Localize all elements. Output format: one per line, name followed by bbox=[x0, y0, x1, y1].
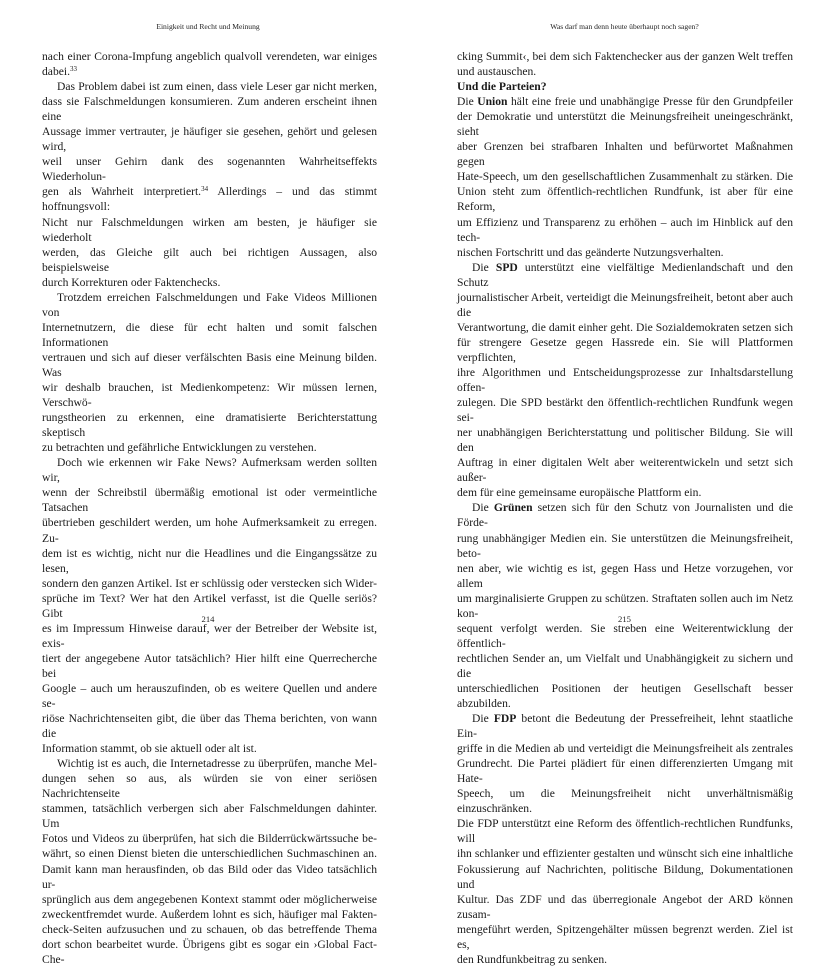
text-line: zu betrachten und gefährliche Entwicklungen zu verstehen. bbox=[42, 441, 317, 455]
text-line: sequent verfolgt werden. Sie streben eine Weiterentwicklung der öffentlich- bbox=[457, 621, 793, 650]
text-line: stammen, tatsächlich verbergen sich aber Falschmeldungen dahinter. Um bbox=[42, 802, 377, 831]
text-segment: Die bbox=[472, 501, 494, 515]
text-line bbox=[457, 500, 793, 530]
text-line: tiert der angegebene Autor tatsächlich? Hier hilft eine Querrecherche bei bbox=[42, 651, 377, 680]
text-line: griffe in die Medien ab und verteidigt die Meinungsfreiheit als zentrales bbox=[457, 742, 793, 756]
text-line bbox=[42, 124, 377, 154]
text-line: mengeführt werden, Spitzengehälter müssen begrenzt werden. Ziel ist es, bbox=[457, 922, 793, 951]
text-line: dort schon bearbeitet wurde. Übrigens gibt es sogar ein ›Global Fact-Che- bbox=[42, 937, 377, 966]
party-paragraph bbox=[457, 94, 793, 260]
text-line: sprünglich aus dem angegebenen Kontext stammt oder möglicherweise bbox=[42, 892, 377, 906]
text-line: Nicht nur Falschmeldungen wirken am besten, je häufiger sie wiederholt bbox=[42, 215, 377, 244]
text-line: währt, so einen Dienst bieten die unterschiedlichen Suchmaschinen an. bbox=[42, 847, 377, 861]
text-segment: Die bbox=[472, 712, 494, 726]
text-line: journalistischer Arbeit, verteidigt die Meinungsfreiheit, betont aber auch die bbox=[457, 290, 793, 319]
text-line: es im Impressum Hinweise darauf, wer der Betreiber der Website ist, exis- bbox=[42, 621, 377, 650]
text-line bbox=[42, 154, 377, 184]
text-line: werden, das Gleiche gilt auch bei richtigen Aussagen, also beispielsweise bbox=[42, 245, 377, 274]
text-line bbox=[457, 711, 793, 741]
text-line: Kultur. Das ZDF und das überregionale Angebot der ARD können zusam- bbox=[457, 892, 793, 921]
text-line: Wichtig ist es auch, die Internetadresse zu überprüfen, manche Mel- bbox=[57, 757, 377, 771]
page-number-left: 214 bbox=[201, 614, 215, 624]
text-line: um Effizienz und Transparenz zu erhöhen – auch im Hinblick auf den tech- bbox=[457, 215, 793, 244]
text-line: Fotos und Videos zu überprüfen, hat sich die Bilderrückwärtssuche be- bbox=[42, 832, 377, 846]
text-line: Auftrag in einer digitalen Welt aber weiterentwickeln und setzt sich außer- bbox=[457, 456, 793, 485]
text-line: rechtlichen Sender an, um Vielfalt und Unabhängigkeit zu sichern und die bbox=[457, 651, 793, 680]
text-segment: Die bbox=[457, 95, 478, 109]
text-line: Google – auch um herauszufinden, ob es weitere Quellen und andere se- bbox=[42, 681, 377, 711]
text-segment: unterstützt eine vielfältige Medienlandschaft und den Schutz bbox=[457, 260, 794, 289]
text-line: für strengere Gesetze gegen Hassrede ein. Sie will Plattformen verpflichten, bbox=[457, 335, 793, 364]
text-line: dem für eine gemeinsame europäische Plattform ein. bbox=[457, 486, 702, 500]
text-line bbox=[42, 184, 377, 214]
text-segment: setzen sich für den Schutz von Journalisten und die Förde- bbox=[457, 501, 793, 530]
left-page bbox=[0, 0, 416, 966]
party-paragraph bbox=[457, 260, 793, 501]
party-name: Grünen bbox=[493, 501, 533, 515]
text-line: rung unabhängiger Medien ein. Sie unterstützen die Meinungsfreiheit, beto- bbox=[457, 531, 793, 560]
paragraph bbox=[42, 79, 377, 290]
text-line: den Rundfunkbeitrag zu senken. bbox=[457, 952, 608, 966]
paragraph bbox=[42, 290, 377, 456]
text-line: Union steht zum öffentlich-rechtlichen Rundfunk, ist aber für eine Reform, bbox=[457, 185, 793, 214]
text-line: um marginalisierte Gruppen zu schützen. Straftaten sollen auch im Netz kon- bbox=[457, 591, 793, 620]
text-line: Doch wie erkennen wir Fake News? Aufmerksam werden sollten wir, bbox=[42, 456, 377, 485]
text-line: dem ist es wichtig, nicht nur die Headlines und die Eingangssätze zu lesen, bbox=[42, 546, 377, 575]
text-line: wir deshalb brauchen, ist Medienkompetenz: Wir müssen lernen, Verschwö- bbox=[42, 381, 377, 410]
party-name: Union bbox=[477, 95, 508, 109]
text-segment: gen als Wahrheit interpretiert. bbox=[42, 185, 202, 199]
text-line: riöse Nachrichtenseiten gibt, die über das Thema berichten, von wann die bbox=[42, 712, 377, 741]
text-line: ihre Algorithmen und Entscheidungsprozesse zur Inhaltsdarstellung offen- bbox=[457, 365, 793, 395]
left-page-body bbox=[42, 49, 377, 967]
running-head-right: Was darf man denn heute überhaupt noch sagen? bbox=[550, 22, 699, 31]
text-segment: Aussage immer vertrauter, je häufiger sie gesehen, gehört und gelesen wird, bbox=[42, 125, 377, 154]
text-line: rungstheorien zu erkennen, eine dramatisierte Berichterstattung skeptisch bbox=[42, 411, 377, 440]
footnote-marker: 34 bbox=[201, 185, 209, 194]
footnote-marker: 33 bbox=[70, 65, 78, 74]
paragraph-continued bbox=[457, 49, 793, 79]
text-line: vertrauen und sich auf dieser verfälschten Basis eine Meinung bilden. Was bbox=[42, 350, 377, 379]
text-line: Trotzdem erreichen Falschmeldungen und Fake Videos Millionen von bbox=[42, 290, 377, 319]
section-heading: Und die Parteien? bbox=[457, 80, 547, 94]
paragraph bbox=[42, 49, 377, 79]
party-name: SPD bbox=[495, 260, 518, 274]
text-line bbox=[457, 260, 793, 290]
party-name: FDP bbox=[493, 712, 517, 726]
text-line: dungen sehen so aus, als würden sie von einer seriösen Nachrichtenseite bbox=[42, 772, 377, 801]
text-segment: Das Problem dabei ist zum einen, dass viele Leser gar nicht merken, bbox=[57, 80, 377, 94]
text-line: zulegen. Die SPD bestärkt den öffentlich-rechtlichen Rundfunk wegen sei- bbox=[457, 396, 793, 425]
text-line bbox=[42, 94, 377, 124]
running-head-left: Einigkeit und Recht und Meinung bbox=[156, 22, 260, 31]
text-line: dabei.$^{33}$ bbox=[42, 65, 78, 79]
text-line: nen aber, wie wichtig es ist, gegen Hass und Hetze vorzugehen, vor allem bbox=[457, 561, 793, 590]
text-line: aber Grenzen bei strafbaren Inhalten und befürwortet Maßnahmen gegen bbox=[457, 140, 793, 169]
page-number-right: 215 bbox=[618, 614, 631, 624]
text-segment: weil unser Gehirn dank des sogenannten Wahrheitseffekts Wiederholun- bbox=[42, 155, 377, 184]
text-line: zweckentfremdet wurde. Außerdem lohnt es sich, häufiger mal Fakten- bbox=[42, 907, 377, 921]
text-line: Internetnutzern, die diese für echt halten und somit falschen Informationen bbox=[42, 320, 377, 349]
right-page-body bbox=[457, 49, 793, 967]
text-line bbox=[42, 79, 377, 94]
text-line: übertrieben geschildert werden, um hohe Aufmerksamkeit zu erregen. Zu- bbox=[42, 516, 377, 545]
text-line: sprüche im Text? Wer hat den Artikel verfasst, ist die Quelle seriös? Gibt bbox=[42, 591, 377, 620]
text-line: ihn schlanker und effizienter gestalten und wünscht sich eine inhaltliche bbox=[457, 847, 793, 861]
text-line: cking Summit‹, bei dem sich Faktenchecker aus der ganzen Welt treffen bbox=[457, 50, 793, 63]
text-line: und austauschen. bbox=[457, 65, 537, 79]
text-line bbox=[457, 94, 793, 109]
text-segment: betont die Bedeutung der Pressefreiheit, lehnt staatliche Ein- bbox=[457, 712, 793, 741]
text-segment: Allerdings – und das stimmt hoffnungsvoll: bbox=[42, 185, 377, 214]
paragraph bbox=[42, 455, 377, 756]
right-page bbox=[416, 0, 833, 966]
text-line: Grundrecht. Die Partei plädiert für einen differenzierten Umgang mit Hate- bbox=[457, 757, 793, 786]
text-line: Hate-Speech, um den gesellschaftlichen Zusammenhalt zu stärken. Die bbox=[457, 170, 793, 184]
text-line: Damit kann man herausfinden, ob das Bild oder das Video tatsächlich ur- bbox=[42, 862, 377, 891]
text-line: nischen Fortschritt und das geänderte Nutzungsverhalten. bbox=[457, 245, 724, 259]
text-line: nach einer Corona-Impfung angeblich qualvoll verendeten, war einiges bbox=[42, 50, 377, 63]
text-segment: dass sie Falschmeldungen konsumieren. Zum anderen erscheint ihnen eine bbox=[42, 95, 377, 124]
text-line: Fokussierung auf Nachrichten, politische Bildung, Dokumentationen und bbox=[457, 862, 793, 891]
text-line: Information stammt, ob sie aktuell oder alt ist. bbox=[42, 742, 257, 756]
paragraph bbox=[42, 756, 377, 967]
text-line: Die FDP unterstützt eine Reform des öffentlich-rechtlichen Rundfunks, will bbox=[457, 817, 793, 846]
text-line: check-Seiten aufzusuchen und zu schauen, ob das betreffende Thema bbox=[42, 922, 377, 936]
text-line: durch Korrekturen oder Faktenchecks. bbox=[42, 275, 221, 289]
text-line: Speech, um die Meinungsfreiheit nicht unverhältnismäßig einzuschränken. bbox=[457, 787, 793, 816]
party-paragraph bbox=[457, 500, 793, 711]
text-line: Verantwortung, die damit einher geht. Die Sozialdemokraten setzen sich bbox=[457, 320, 793, 334]
party-paragraph bbox=[457, 711, 793, 967]
text-segment: Die bbox=[472, 260, 496, 274]
text-line: unterschiedlichen Positionen der heutigen Gesellschaft besser abzubilden. bbox=[457, 681, 793, 711]
text-segment: hält eine freie und unabhängige Presse für den Grundpfeiler bbox=[507, 95, 794, 109]
text-line: der Demokratie und unterstützt die Meinungsfreiheit uneingeschränkt, sieht bbox=[457, 110, 793, 139]
text-line: ner unabhängigen Berichterstattung und politischer Bildung. Sie will den bbox=[457, 426, 793, 455]
text-line: sondern den ganzen Artikel. Ist er schlüssig oder verstecken sich Wider- bbox=[42, 576, 377, 590]
text-line: wenn der Schreibstil übermäßig emotional ist oder vermeintliche Tatsachen bbox=[42, 486, 377, 515]
